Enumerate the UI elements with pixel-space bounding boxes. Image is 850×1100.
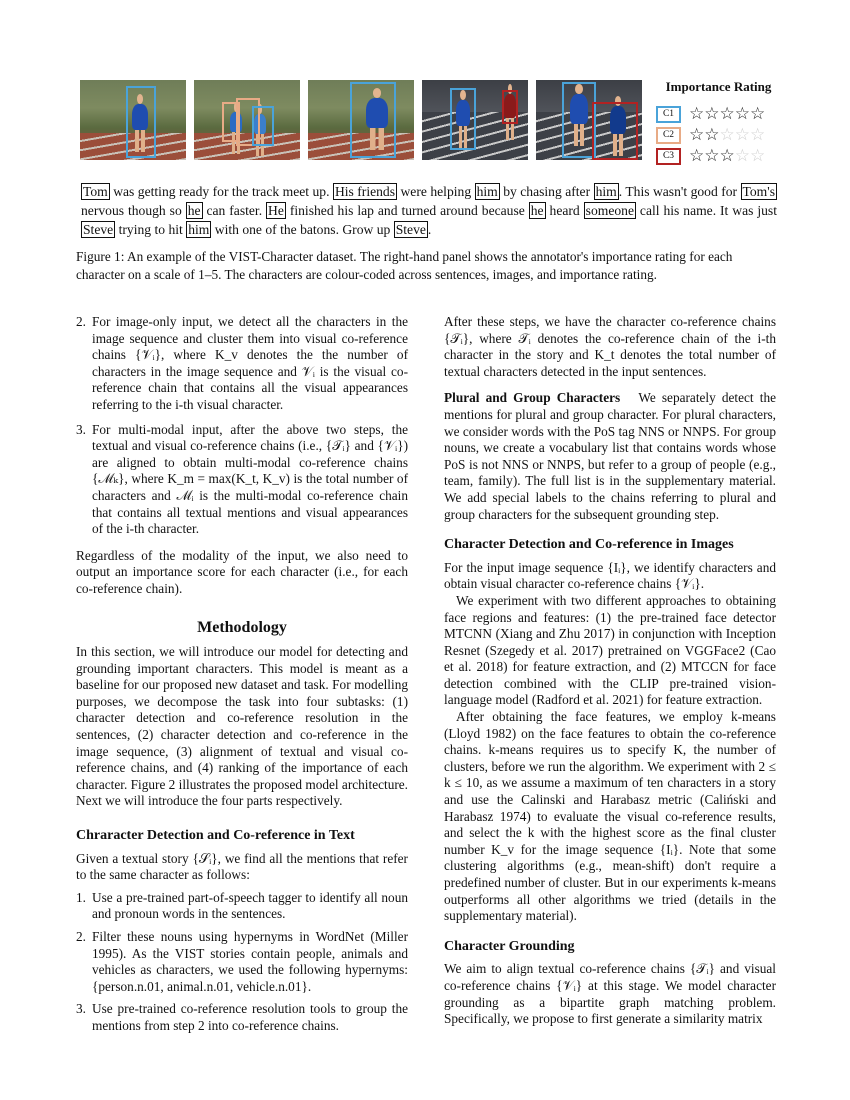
left-column: [76, 314, 408, 1035]
importance-rating-title: Importance Rating: [665, 79, 772, 94]
story-image-2: [194, 80, 300, 160]
list-item: [76, 929, 408, 995]
story-fragment: . This wasn't good for: [618, 184, 741, 199]
mention-c1: he: [187, 203, 201, 218]
story-image-5: [536, 80, 642, 160]
list-item: [76, 1001, 408, 1034]
star-rating: [689, 127, 765, 144]
story-image-1: [80, 80, 186, 160]
list-number: 2.: [76, 929, 86, 944]
paragraph: Regardless of the modality of the input, we also need to output an importance score for each character (i.e., for each co-reference chain).: [76, 547, 408, 596]
star-filled-icon: ☆: [704, 104, 720, 124]
list-number: 3.: [76, 1001, 86, 1017]
character-box-c1: [562, 82, 596, 158]
list-item-text: For image-only input, we detect all the characters in the image sequence and cluster them into visual co-reference chains {𝒱ᵢ}, where K_v denotes the the number of characters in the image sequence and 𝒱ᵢ is the visual co-reference chain that contains all the visual appearances referring to the i-th visual character.: [92, 314, 408, 412]
star-empty-icon: ☆: [750, 125, 766, 145]
section-heading-methodology: Methodology: [197, 618, 287, 636]
subsection-heading-grounding: Character Grounding: [444, 938, 575, 954]
story-fragment: trying to hit: [115, 222, 187, 237]
mention-c1: He: [268, 203, 284, 218]
star-empty-icon: ☆: [719, 125, 735, 145]
star-rating: [689, 106, 765, 123]
character-box-c1: [450, 88, 476, 150]
list-item-text: Use pre-trained co-reference resolution tools to group the mentions from step 2 into co-reference chains.: [92, 1001, 408, 1033]
figure-caption: Figure 1: An example of the VIST-Character dataset. The right-hand panel shows the annotator's importance rating for each character on a scale of 1–5. The characters are colour-coded across sentences, images, and importance rating.: [76, 249, 733, 282]
story-image-4: [422, 80, 528, 160]
steps-list: [76, 890, 408, 1035]
rating-rows: [656, 104, 781, 167]
list-number: 3.: [76, 421, 86, 437]
story-image-3: [308, 80, 414, 160]
star-filled-icon: ☆: [719, 146, 735, 166]
star-filled-icon: ☆: [750, 104, 766, 124]
paragraph: In this section, we will introduce our model for detecting and grounding important characters. This model is meant as a baseline for our proposed new dataset and task. For modelling purposes, we decompose the task into four subtasks: (1) character detection and co-reference resolution in the sentences, (2) character detection and co-reference in the image sequence, (3) alignment of textual and visual co-reference chains, and (4) ranking of the importance of each character. Figure 2 illustrates the proposed model architecture. Next we will introduce the four parts respectively.: [76, 644, 408, 809]
star-filled-icon: ☆: [719, 104, 735, 124]
rating-row-c3: [656, 146, 781, 167]
mention-c1: him: [188, 222, 210, 237]
mention-c3: someone: [585, 203, 634, 218]
mention-c1: he: [530, 203, 544, 218]
paragraph: After these steps, we have the character co-reference chains {𝒯ᵢ}, where 𝒯ᵢ denotes the co-reference chain of the i-th character in the story and K_t denotes the total number of textual characters detected in the input sentences.: [444, 314, 776, 379]
paragraph-text: We separately detect the mentions for plural and group character. For plural characters, we consider words with the PoS tag NNS or NNPS. For group nouns, we create a vocabulary list that contains words whose PoS is not NNS or NNPS, but refer to a group of people (e.g., team, family). The full list is in the supplementary material. We add special labels to the chains referring to plural and group characters for the subsequent grounding step.: [444, 390, 776, 522]
list-item: [76, 890, 408, 923]
list-item-text: Use a pre-trained part-of-speech tagger to identify all noun and pronoun words in the sentences.: [92, 889, 408, 922]
list-item: [76, 314, 408, 414]
character-box-c1: [126, 86, 156, 158]
star-filled-icon: ☆: [689, 104, 705, 124]
list-item-text: For multi-modal input, after the above two steps, the textual and visual co-reference chains (i.e., {𝒯ᵢ} and {𝒱ᵢ}) are aligned to obtain multi-modal co-reference chains {ℳₖ}, where K_m = max(K_t, K_v) is the total number of characters and ℳᵢ is the multi-modal co-reference chain that contains all textual mentions and visual appearances of the i-th character.: [92, 421, 408, 537]
mention-c1: Tom's: [742, 184, 775, 199]
rating-row-c2: [656, 125, 781, 146]
modality-list: [76, 314, 408, 538]
story-fragment: with one of the batons. Grow up: [211, 222, 394, 237]
mention-c1: him: [476, 184, 498, 199]
paragraph: After obtaining the face features, we employ k-means (Lloyd 1982) on the face features to obtain the co-reference chains. k-means requires us to specify K, the number of clusters, before we run the algorithm. We experiment with 2 ≤ k ≤ 10, as we assume a maximum of ten characters in a story and use the Calinski and Harabasz metric (Caliński and Harabasz 1974) to evaluate the visual co-reference results, and select the k with the highest score as the final cluster number K_v for the image sequence {Iᵢ}. Note that some clustering algorithms (e.g., mean-shift) don't require a predefined number of cluster. But in our experiments k-means outperforms all other algorithms we tried (details in the supplementary material).: [444, 709, 776, 924]
story-fragment: was getting ready for the track meet up.: [109, 184, 333, 199]
importance-rating-panel: [656, 78, 781, 167]
story-fragment: nervous though so: [81, 203, 186, 218]
list-number: 1.: [76, 889, 86, 905]
paragraph: We experiment with two different approaches to obtaining face regions and features: (1) the pre-trained face detector MTCNN (Xiang and Zhu 2017) in conjunction with Inception Resnet (Szegedy et al. 2017) pretrained on VGGFace2 (Cao et al. 2018) for feature extraction, and (2) MTCCN for face detection combined with the CLIP pre-trained vision-language model (Radford et al. 2021) for feature extraction.: [444, 592, 776, 708]
star-empty-icon: ☆: [750, 146, 766, 166]
story-text: [81, 182, 777, 239]
mention-c1: him: [595, 184, 617, 199]
star-filled-icon: ☆: [704, 125, 720, 145]
character-box-c1: [252, 106, 274, 146]
paragraph: For the input image sequence {Iᵢ}, we identify characters and obtain visual character co-reference chains {𝒱ᵢ}.: [444, 559, 776, 592]
star-empty-icon: ☆: [734, 146, 750, 166]
story-fragment: heard: [545, 203, 584, 218]
story-fragment: can faster.: [202, 203, 267, 218]
star-filled-icon: ☆: [704, 146, 720, 166]
subsection-heading-images: Character Detection and Co-reference in Images: [444, 537, 734, 553]
star-rating: [689, 148, 765, 165]
story-fragment: by chasing after: [499, 184, 594, 199]
run-in-heading-plural: Plural and Group Characters: [444, 390, 621, 406]
story-fragment: finished his lap and turned around because: [285, 203, 529, 218]
character-chip: C2: [656, 127, 681, 144]
list-item: [76, 422, 408, 538]
list-number: 2.: [76, 314, 86, 329]
character-box-c1: [350, 82, 396, 158]
story-fragment: call his name. It was just: [635, 203, 777, 218]
star-filled-icon: ☆: [689, 146, 705, 166]
star-empty-icon: ☆: [734, 125, 750, 145]
character-box-c3: [502, 90, 518, 124]
right-column: [444, 314, 776, 1028]
paragraph: Given a textual story {𝒮ᵢ}, we find all the mentions that refer to the same character as follows:: [76, 850, 408, 883]
mention-c3: Steve: [83, 222, 114, 237]
star-filled-icon: ☆: [689, 125, 705, 145]
paragraph: [444, 390, 776, 523]
character-box-c3: [592, 102, 638, 160]
rating-row-c1: [656, 104, 781, 125]
subsection-heading-text: Chraracter Detection and Co-reference in Text: [76, 828, 355, 844]
character-chip: C1: [656, 106, 681, 123]
paragraph: We aim to align textual co-reference chains {𝒯ᵢ} and visual co-reference chains {𝒱ᵢ} at this stage. We model character grounding as a bipartite graph matching problem. Specifically, we propose to first generate a similarity matrix: [444, 961, 776, 1027]
star-filled-icon: ☆: [734, 104, 750, 124]
mention-c2: His friends: [334, 184, 396, 199]
story-fragment: .: [427, 222, 432, 237]
list-item-text: Filter these nouns using hypernyms in WordNet (Miller 1995). As the VIST stories contain people, animals and vehicles as characters, we used the following hypernyms: {person.n.01, animal.n.01, vehicle.n.01}.: [92, 929, 408, 994]
mention-c1: Tom: [83, 184, 108, 199]
character-chip: C3: [656, 148, 681, 165]
story-fragment: were helping: [397, 184, 475, 199]
mention-c3: Steve: [395, 222, 426, 237]
